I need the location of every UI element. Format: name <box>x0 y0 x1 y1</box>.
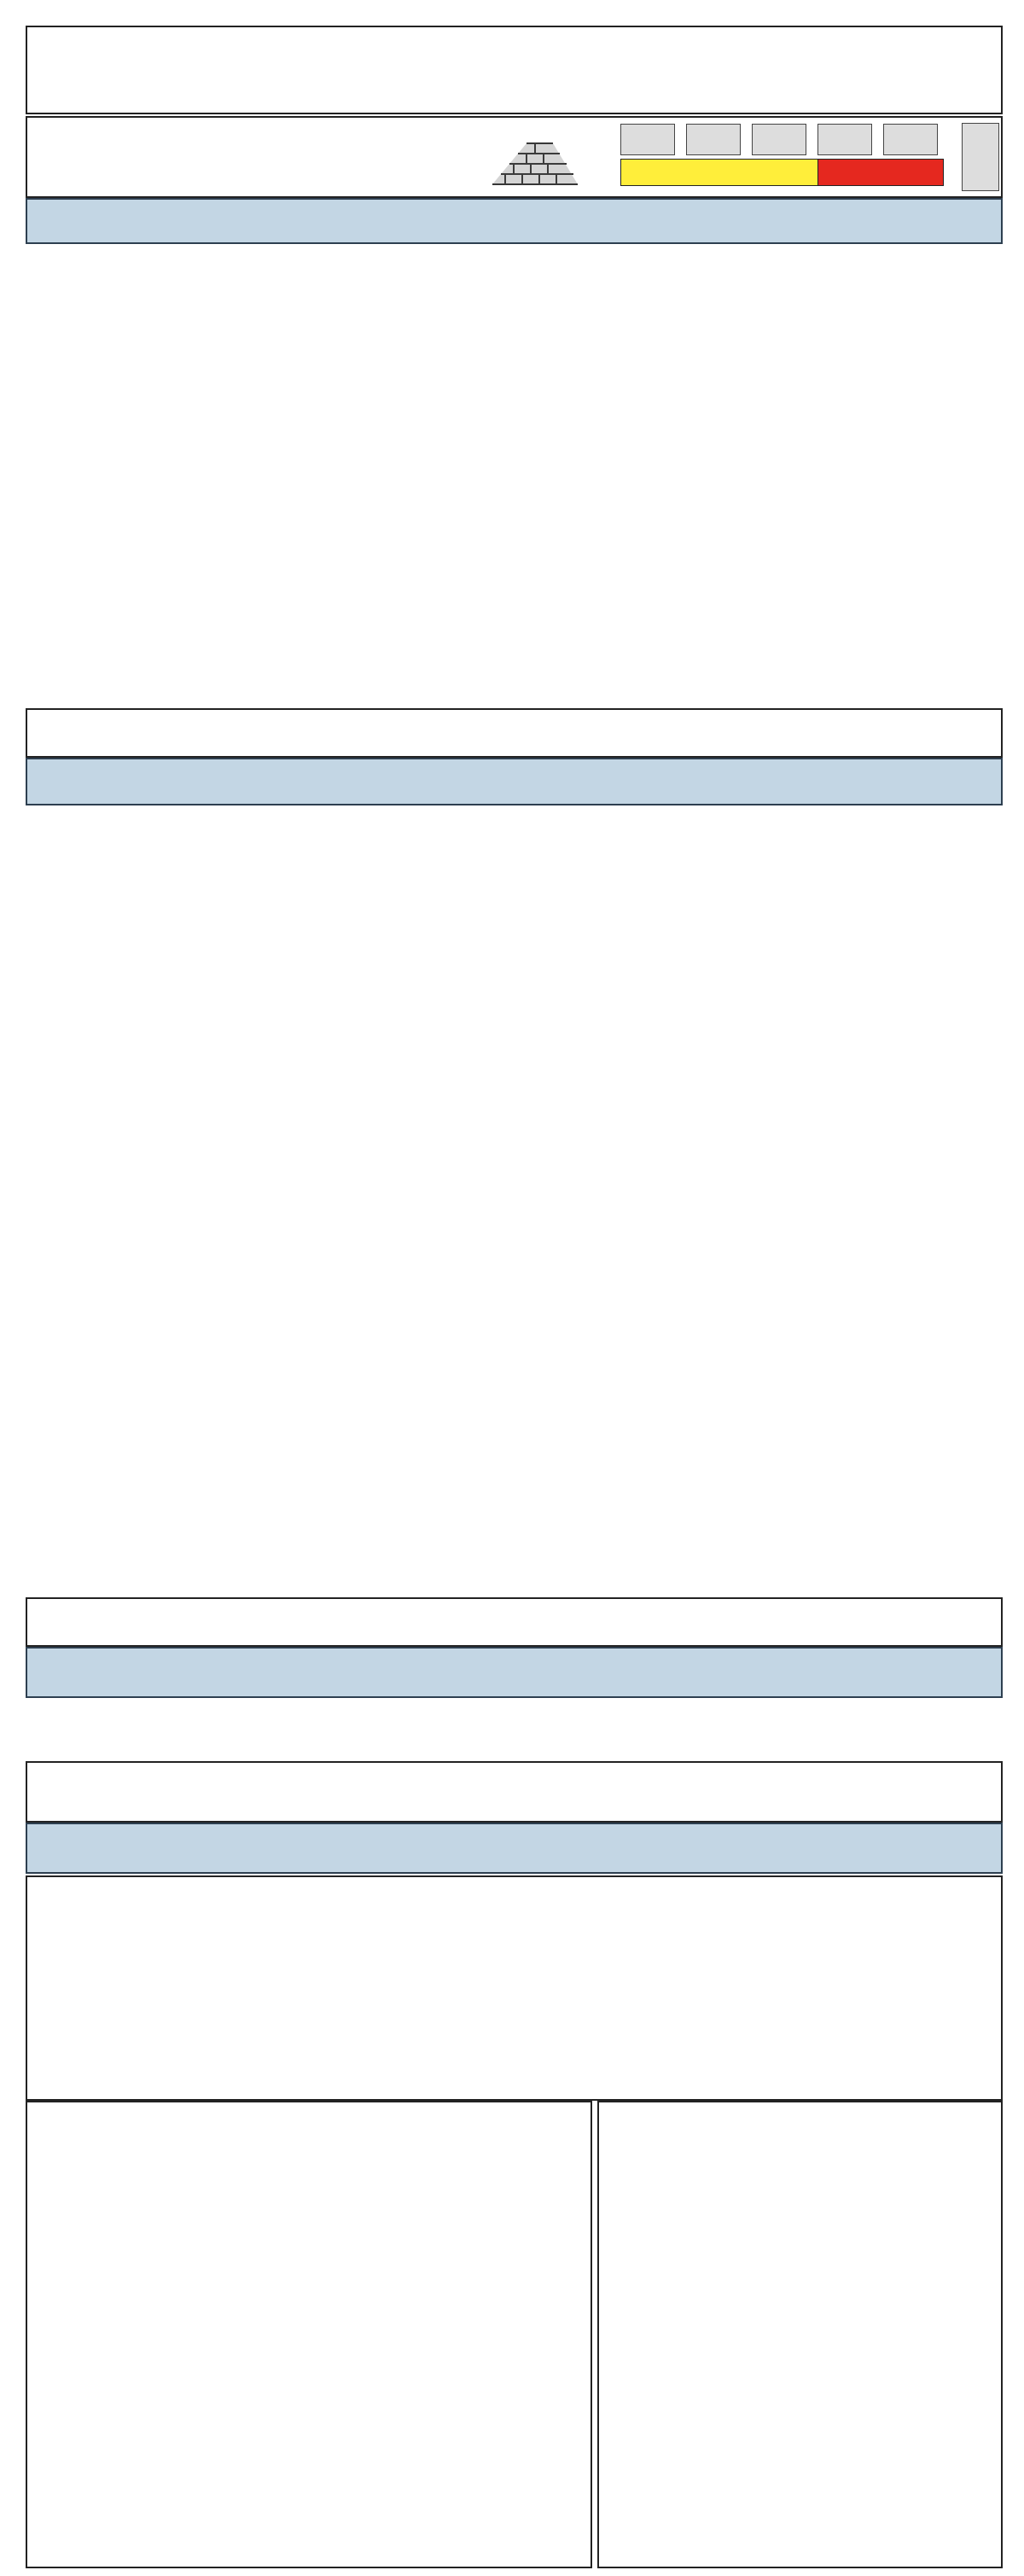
pflicht-header <box>26 116 1003 198</box>
section-verbindlich <box>26 1647 1003 1698</box>
school-name <box>27 27 1001 34</box>
summe-header <box>962 123 999 191</box>
year-5-header <box>883 124 938 155</box>
info-box <box>26 1875 1003 2101</box>
allgemein-totals <box>26 708 1003 758</box>
year-2-header <box>686 124 741 155</box>
brick-wall-icon <box>488 128 582 189</box>
year-4-header <box>817 124 872 155</box>
wochenstunden-row <box>26 1761 1003 1823</box>
anmeldung-box <box>26 2101 592 2568</box>
hochbau-band <box>817 159 944 186</box>
auskuenfte-box <box>597 2101 1003 2568</box>
year-3-header <box>752 124 806 155</box>
year-1-header <box>620 124 675 155</box>
section-allgemein <box>26 198 1003 244</box>
section-fachtheorie <box>26 758 1003 805</box>
fach-totals <box>26 1597 1003 1647</box>
header-title-box <box>26 26 1003 114</box>
bautechnik-band <box>620 159 819 186</box>
section-ferialpraktikum <box>26 1823 1003 1874</box>
